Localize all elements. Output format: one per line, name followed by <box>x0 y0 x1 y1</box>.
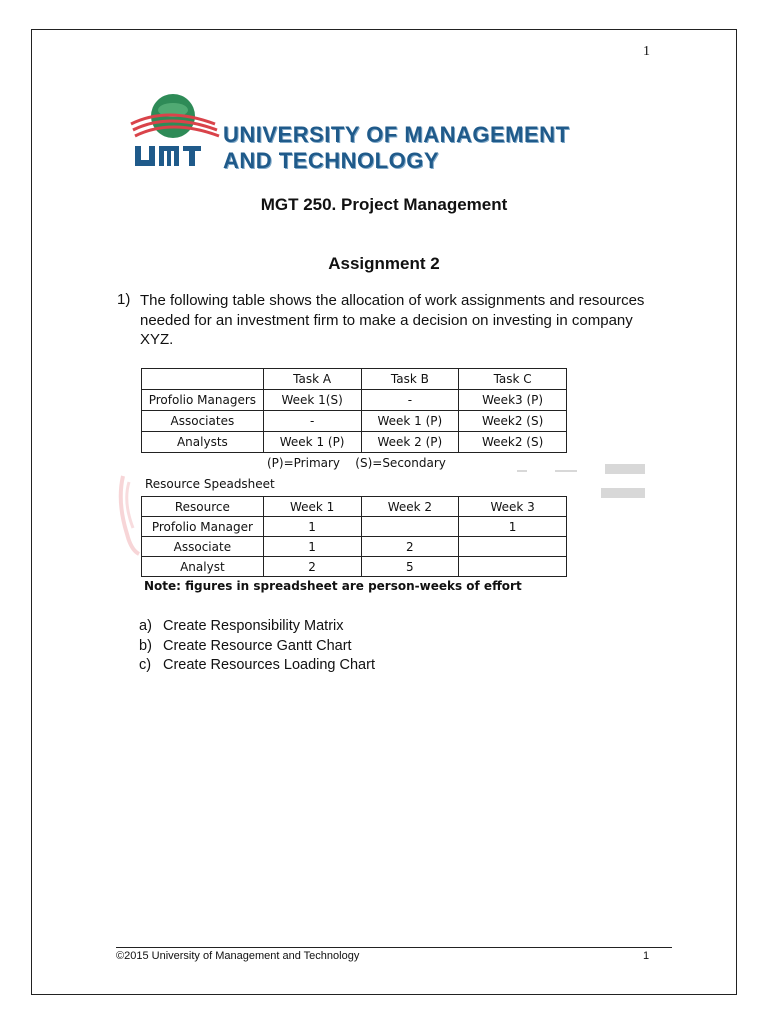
table-cell: 1 <box>263 517 361 537</box>
table-row <box>142 517 567 537</box>
table-cell: Week3 (P) <box>459 390 567 411</box>
table-cell <box>361 517 459 537</box>
table-header-cell: Week 3 <box>459 497 567 517</box>
table-header-cell: Task B <box>361 369 459 390</box>
list-item-letter: b) <box>139 637 152 654</box>
table-cell: 1 <box>263 537 361 557</box>
table-cell: 2 <box>263 557 361 577</box>
course-title: MGT 250. Project Management <box>260 195 508 214</box>
university-name-line1: UNIVERSITY OF MANAGEMENT <box>223 122 570 147</box>
list-item-letter: c) <box>139 657 152 673</box>
resource-spreadsheet-table <box>141 496 567 577</box>
table-cell: Week 1 (P) <box>263 432 361 453</box>
table-cell: Profolio Managers <box>142 390 264 411</box>
table-cell: Week 1 (P) <box>361 411 459 432</box>
table-cell <box>459 557 567 577</box>
table-header-cell: Task C <box>459 369 567 390</box>
spreadsheet-note: Note: figures in spreadsheet are person-weeks of effort <box>144 579 522 593</box>
table-legend: (P)=Primary (S)=Secondary <box>267 456 446 470</box>
table-row <box>142 411 567 432</box>
table-header-cell: Week 2 <box>361 497 459 517</box>
umt-monogram <box>135 146 201 166</box>
table-row <box>142 557 567 577</box>
table-header-cell: Task A <box>263 369 361 390</box>
question-text: The following table shows the allocation of work assignments and resources needed for an investment firm to make a decision on investing in company XYZ. <box>140 292 645 348</box>
table-cell: Profolio Manager <box>142 517 264 537</box>
table-row <box>142 537 567 557</box>
list-item-text: Create Resources Loading Chart <box>163 657 375 673</box>
table-cell: Week 2 (P) <box>361 432 459 453</box>
table-header-row <box>142 369 567 390</box>
list-item <box>139 656 375 676</box>
footer-page-number: 1 <box>643 950 650 962</box>
table-header-cell: Week 1 <box>263 497 361 517</box>
table-cell: Week2 (S) <box>459 411 567 432</box>
table-cell: - <box>361 390 459 411</box>
task-list <box>139 617 375 676</box>
list-item-text: Create Resource Gantt Chart <box>163 637 352 654</box>
table-header-cell: Resource <box>142 497 264 517</box>
list-item <box>139 617 375 637</box>
table-cell: Analyst <box>142 557 264 577</box>
footer-divider <box>116 947 672 948</box>
list-item-text: Create Responsibility Matrix <box>163 618 344 634</box>
assignment-title: Assignment 2 <box>328 254 440 273</box>
table-cell: 2 <box>361 537 459 557</box>
table-cell: Week2 (S) <box>459 432 567 453</box>
university-name <box>223 122 570 174</box>
list-item <box>139 637 375 657</box>
university-name-line2: AND TECHNOLOGY <box>223 148 439 173</box>
table-cell: 5 <box>361 557 459 577</box>
table-cell: 1 <box>459 517 567 537</box>
list-item-letter: a) <box>139 618 152 634</box>
question-number: 1) <box>117 291 131 308</box>
table-cell: - <box>263 411 361 432</box>
table-header-row <box>142 497 567 517</box>
table-cell: Week 1(S) <box>263 390 361 411</box>
table-cell: Analysts <box>142 432 264 453</box>
table-header-cell <box>142 369 264 390</box>
table-cell: Associate <box>142 537 264 557</box>
spreadsheet-title: Resource Speadsheet <box>145 477 275 491</box>
table-cell: Associates <box>142 411 264 432</box>
table-row <box>142 390 567 411</box>
table-row <box>142 432 567 453</box>
allocation-table <box>141 368 567 453</box>
page-number-top: 1 <box>643 44 650 59</box>
table-cell <box>459 537 567 557</box>
footer-copyright: ©2015 University of Management and Technology <box>116 950 360 962</box>
